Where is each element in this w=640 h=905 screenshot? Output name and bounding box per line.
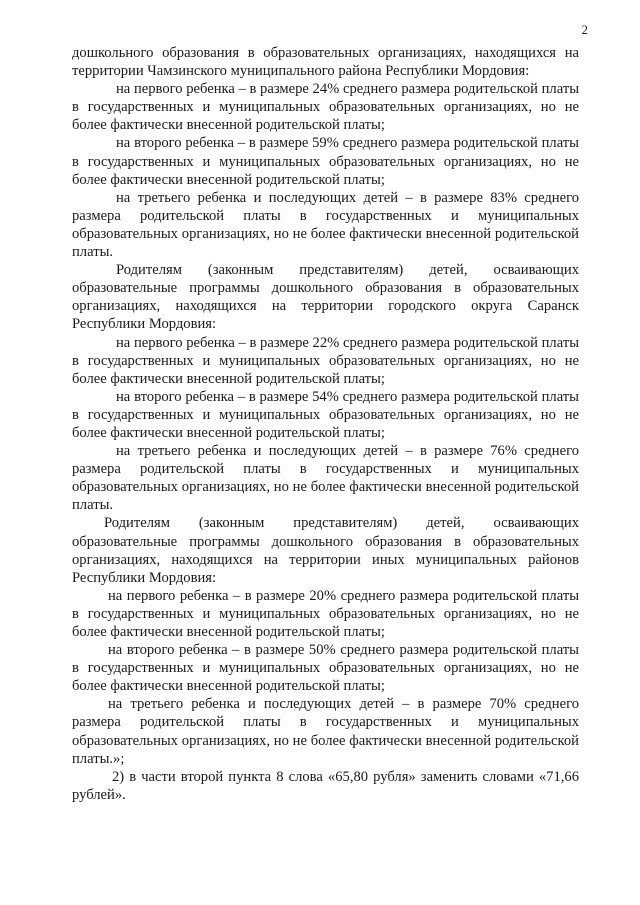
paragraph-saransk-second-child: на второго ребенка – в размере 54% среднего размера родительской платы в государственных и муниципальных образовательных организациях, но не более фактически внесенной родительской платы; xyxy=(72,388,579,441)
paragraph-other-second-child: на второго ребенка – в размере 50% среднего размера родительской платы в государственных и муниципальных образовательных организациях, но не более фактически внесенной родительской платы; xyxy=(72,642,579,695)
page-number: 2 xyxy=(581,22,588,37)
paragraph-saransk-intro: Родителям (законным представителям) детей, осваивающих образовательные программы дошкольного образования в образовательных организациях, находящихся на территории городского округа Саранск Республики Мордовия: xyxy=(72,262,579,333)
paragraph-saransk-first-child: на первого ребенка – в размере 22% среднего размера родительской платы в государственных и муниципальных образовательных организациях, но не более фактически внесенной родительской платы; xyxy=(72,334,579,387)
paragraph-other-first-child: на первого ребенка – в размере 20% среднего размера родительской платы в государственных и муниципальных образовательных организациях, но не более фактически внесенной родительской платы; xyxy=(72,587,579,640)
paragraph-saransk-third-child: на третьего ребенка и последующих детей – в размере 76% среднего размера родительской платы в государственных и муниципальных образовательных организациях, но не более фактически внесенной родительской платы. xyxy=(72,443,579,514)
paragraph-intro-continuation: дошкольного образования в образовательных организациях, находящихся на территории Чамзинского муниципального района Республики Мордовия: xyxy=(72,45,579,80)
paragraph-chamzinsky-third-child: на третьего ребенка и последующих детей – в размере 83% среднего размера родительской платы в государственных и муниципальных образовательных организациях, но не более фактически внесенной родительской платы. xyxy=(72,189,579,261)
paragraph-chamzinsky-second-child: на второго ребенка – в размере 59% среднего размера родительской платы в государственных и муниципальных образовательных организациях, но не более фактически внесенной родительской платы; xyxy=(72,135,579,188)
document-body xyxy=(72,44,579,804)
paragraph-chamzinsky-first-child: на первого ребенка – в размере 24% среднего размера родительской платы в государственных и муниципальных образовательных организациях, но не более фактически внесенной родительской платы; xyxy=(72,81,579,134)
paragraph-other-districts-intro: Родителям (законным представителям) детей, осваивающих образовательные программы дошкольного образования в образовательных организациях, находящихся на территории иных муниципальных районов Республики Мордовия: xyxy=(72,515,579,586)
paragraph-item-2-amendment: 2) в части второй пункта 8 слова «65,80 рубля» заменить словами «71,66 рублей». xyxy=(72,768,579,803)
paragraph-other-third-child: на третьего ребенка и последующих детей – в размере 70% среднего размера родительской платы в государственных и муниципальных образовательных организациях, но не более фактически внесенной родительской платы.»; xyxy=(72,696,579,767)
